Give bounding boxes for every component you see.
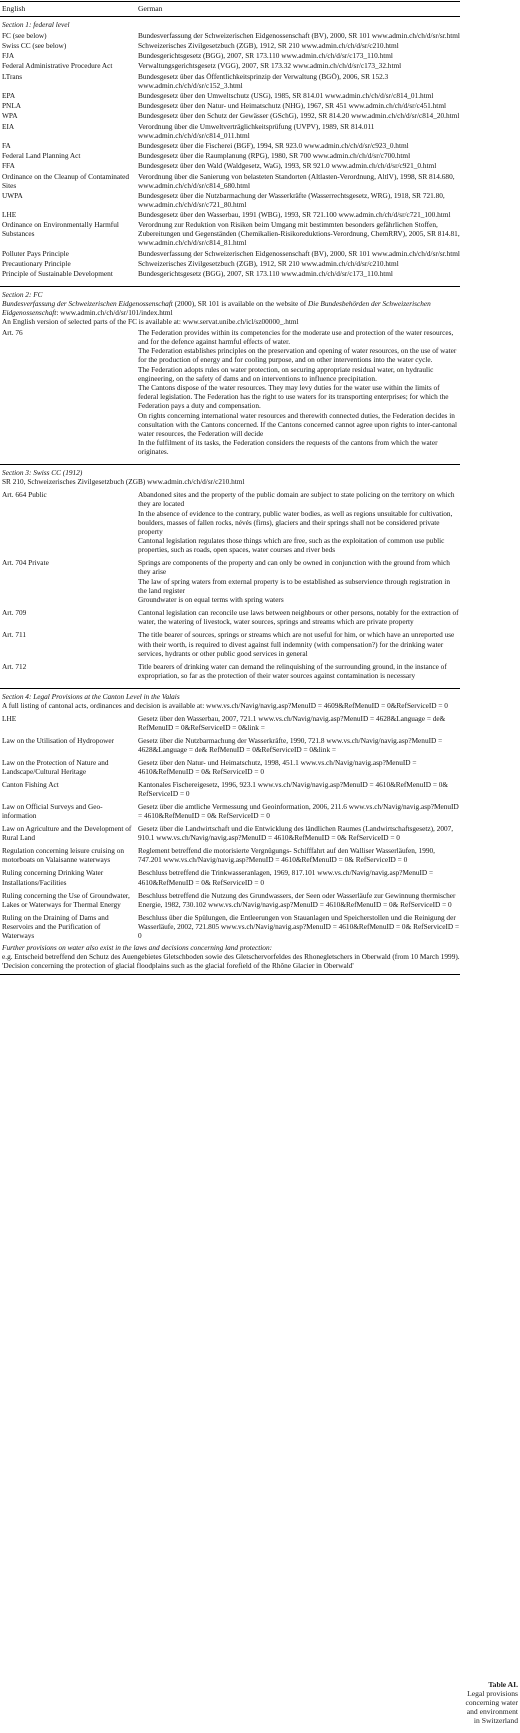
cell-paragraph: Bundesgesetz über die Raumplanung (RPG), 1980, SR 700 www.admin.ch/ch/d/sr/c700.html	[138, 151, 411, 161]
table-row	[0, 141, 460, 150]
german-cell	[138, 608, 460, 626]
cell-paragraph: Abandoned sites and the property of the public domain are subject to state policing on the territory on which they are located	[138, 490, 455, 509]
table-row	[0, 91, 460, 100]
cell-paragraph: Bundesgesetz über den Schutz der Gewässer (GSchG), 1992, SR 814.20 www.admin.ch/ch/d/sr/c814_20.html	[138, 111, 460, 121]
german-cell	[138, 41, 460, 50]
cell-paragraph: Bundesgesetz über die Nutzbarmachung der Wasserkräfte (Wasserrechtsgesetz, WRG), 1918, SR 721.80, www.admin.ch/ch/d/sr/c721_80.html	[138, 190, 445, 209]
footnote-text: e.g. Entscheid betreffend den Schutz des Auengebietes Gletschboden sowie des Gletschervorfeldes des Rhonegletschers in Oberwald (from 10 March 1999). 'Decision concerning the protection of glacial floodplains such as the glacial forefield of the Rhône Glacier in Oberwald'	[2, 951, 460, 970]
english-cell: Polluter Pays Principle	[2, 248, 69, 258]
cell-paragraph: Gesetz über die amtliche Vermessung und Geoinformation, 2006, 211.6 www.vs.ch/Navig/navig.asp?MenuID = 4610&RefMenuID = 0& RefServiceID = 0	[138, 802, 459, 821]
german-cell	[138, 490, 460, 554]
cell-paragraph: Beschluss betreffend die Nutzung des Grundwassers, der Seen oder Wasserläufe zur Gewinnung thermischer Energie, 1982, 730.102 www.vs.ch/Navig/navig.asp?MenuID = 4610&RefMenuID = 0& RefServiceID = 0	[138, 890, 456, 909]
english-cell: LHE	[2, 713, 17, 723]
cell-paragraph: Gesetz über den Natur- und Heimatschutz, 1998, 451.1 www.vs.ch/Navig/navig.asp?MenuID = 4610&RefMenuID = 0& RefServiceID = 0	[138, 758, 417, 777]
table-row	[0, 736, 460, 754]
table-row	[0, 490, 460, 554]
german-cell	[138, 758, 460, 776]
german-cell	[138, 249, 460, 258]
german-cell	[138, 891, 460, 909]
table-row	[0, 891, 460, 909]
table-row	[0, 824, 460, 842]
english-cell: Ruling concerning Drinking Water Installations/Facilities	[2, 868, 104, 887]
cell-paragraph: In the absence of evidence to the contrary, public water bodies, as well as regions unsuitable for cultivation, boulders, masses of fallen rocks, névés (firns), glaciers and their springs shall not be considered private property	[138, 508, 453, 536]
table-row	[0, 846, 460, 864]
english-cell: Federal Administrative Procedure Act	[2, 61, 113, 71]
english-cell: WPA	[2, 111, 18, 121]
english-cell: Art. 76	[2, 327, 23, 337]
cell-paragraph: Springs are components of the property and can only be owned in conjunction with the ground from which they arise	[138, 558, 450, 577]
table-row	[0, 51, 460, 60]
table-row	[0, 328, 460, 457]
german-cell	[138, 913, 460, 940]
cell-paragraph: The Federation provides within its competencies for the moderate use and protection of the water resources, and for the defence against harmful effects of water.	[138, 327, 454, 346]
english-cell: EPA	[2, 90, 16, 100]
english-cell: Regulation concerning leisure cruising on motorboats on Valaisanne waterways	[2, 846, 124, 865]
english-cell: UWPA	[2, 190, 23, 200]
section-1	[0, 19, 460, 278]
cell-paragraph: The title bearer of sources, springs or streams which are not useful for him, or which have an unreported use with their worth, is required to divest against full indemnity (with compensation?) for the drinking water services, hydrants or other public good services in general	[138, 630, 455, 658]
cell-paragraph: Verwaltungsgerichtsgesetz (VGG), 2007, SR 173.32 www.admin.ch/ch/d/sr/c173_32.html	[138, 61, 402, 71]
english-cell: Precautionary Principle	[2, 258, 71, 268]
table-row	[0, 259, 460, 268]
english-cell: Principle of Sustainable Development	[2, 269, 113, 279]
german-cell	[138, 269, 460, 278]
section-intro-note: A full listing of cantonal acts, ordinances and decision is available at: www.vs.ch/Navig/navig.asp?MenuID = 4609&RefMenuID = 0&RefServiceID = 0	[2, 700, 448, 710]
table-row	[0, 913, 460, 940]
german-cell	[138, 61, 460, 70]
caption-title: Table AI.	[488, 1680, 518, 1689]
table-row	[0, 220, 460, 247]
cell-paragraph: Cantonal legislation regulates those things which are free, such as the exploitation of common use public properties, such as roads, open spaces, water courses and river beds	[138, 536, 445, 555]
german-cell	[138, 111, 460, 120]
cell-paragraph: The Cantons dispose of the water resources. They may levy duties for the water use within the limits of federal legislation. The Federation has the right to use waters for its transporting enterprises; for which the Federation pays a duty and compensation.	[138, 383, 449, 411]
cell-paragraph: In the fulfilment of its tasks, the Federation considers the requests of the cantons from which the water originates.	[138, 438, 438, 457]
table-caption	[464, 1680, 518, 1726]
english-cell: Law on the Utilisation of Hydropower	[2, 735, 115, 745]
intro-fragment: (2000), SR 101 is available on the website of	[172, 299, 309, 309]
section-title: Section 3: Swiss CC (1912)	[0, 464, 460, 477]
cell-paragraph: Verordnung über die Umweltverträglichkeitsprüfung (UVPV), 1989, SR 814.011 www.admin.ch/ch/d/sr/c814_011.html	[138, 121, 375, 140]
english-cell: FJA	[2, 51, 15, 61]
cell-paragraph: Groundwater is on equal terms with spring waters	[138, 595, 284, 605]
english-cell: LTrans	[2, 71, 23, 81]
table-row	[0, 210, 460, 219]
column-header-english: English	[2, 4, 26, 13]
table-row	[0, 269, 460, 278]
table-row	[0, 101, 460, 110]
german-cell	[138, 122, 460, 140]
table-footnote	[0, 943, 460, 975]
section-title: Section 4: Legal Provisions at the Canton Level in the Valais	[0, 688, 460, 701]
german-cell	[138, 91, 460, 100]
cell-paragraph: Kantonales Fischereigesetz, 1996, 923.1 www.vs.ch/Navig/navig.asp?MenuID = 4610&RefMenuID = 0& RefServiceID = 0	[138, 780, 449, 799]
cell-paragraph: The Federation establishes principles on the preservation and opening of water resources, on the use of water for the production of energy and for cooling purpose, and on other interventions into the water cycle.	[138, 346, 457, 365]
english-cell: EIA	[2, 121, 15, 131]
section-4	[0, 688, 460, 940]
section-intro-note: An English version of selected parts of the FC is available at: www.servat.unibe.ch/icl/sz00000_.html	[2, 317, 299, 327]
cell-paragraph: Bundesgesetz über den Umweltschutz (USG), 1985, SR 814.01 www.admin.ch/ch/d/sr/c814_01.html	[138, 90, 434, 100]
caption-text: Legal provisions concerning water and environment in Switzerland	[465, 1689, 518, 1726]
english-cell: Law on Agriculture and the Development of Rural Land	[2, 824, 132, 843]
cell-paragraph: Reglement betreffend die motorisierte Vergnügungs- Schifffahrt auf den Walliser Wasserläufen, 1990, 747.201 www.vs.ch/Navig/navig.asp?MenuID = 4610&RefMenuID = 0& RefServiceID = 0	[138, 846, 435, 865]
german-cell	[138, 101, 460, 110]
cell-paragraph: Schweizerisches Zivilgesetzbuch (ZGB), 1912, SR 210 www.admin.ch/ch/d/sr/c210.html	[138, 40, 399, 50]
english-cell: FFA	[2, 161, 15, 171]
english-cell: LHE	[2, 210, 17, 220]
cell-paragraph: Gesetz über den Wasserbau, 2007, 721.1 www.vs.ch/Navig/navig.asp?MenuID = 4628&Language = de& RefMenuID = 0&RefServiceID = 0&link =	[138, 713, 446, 732]
table-row	[0, 630, 460, 657]
english-cell: Art. 711	[2, 630, 27, 640]
section-intro-note: SR 210, Schweizerisches Zivilgesetzbuch (ZGB) www.admin.ch/ch/d/sr/c210.html	[2, 477, 245, 487]
table-row	[0, 61, 460, 70]
cell-paragraph: Bundesgesetz über den Wald (Waldgesetz, WaG), 1993, SR 921.0 www.admin.ch/ch/d/sr/c921_0.html	[138, 161, 437, 171]
intro-fragment: Die Bundesbehörden der Schweizerischen Eidgenossenschaft	[2, 299, 431, 318]
cell-paragraph: Verordnung über die Sanierung von belasteten Standorten (Altlasten-Verordnung, AltlV), 1998, SR 814.680, www.admin.ch/ch/d/sr/c814_680.html	[138, 171, 455, 190]
cell-paragraph: Bundesgesetz über den Wasserbau, 1991 (WBG), 1993, SR 721.100 www.admin.ch/ch/d/sr/c721_100.html	[138, 210, 451, 220]
table-row	[0, 161, 460, 170]
table-row	[0, 868, 460, 886]
cell-paragraph: Bundesgesetz über die Fischerei (BGF), 1994, SR 923.0 www.admin.ch/ch/d/sr/c923_0.html	[138, 140, 409, 150]
table-row	[0, 191, 460, 209]
table-row	[0, 249, 460, 258]
cell-paragraph: Bundesverfassung der Schweizerischen Eidgenossenschaft (BV), 2000, SR 101 www.admin.ch/ch/d/sr/sr.html	[138, 248, 460, 258]
english-cell: Ruling on the Draining of Dams and Reservoirs and the Purification of Waterways	[2, 912, 109, 940]
english-cell: Canton Fishing Act	[2, 780, 59, 790]
section-title: Section 1: federal level	[2, 20, 70, 30]
english-cell: Swiss CC (see below)	[2, 40, 67, 50]
german-cell	[138, 824, 460, 842]
cell-paragraph: Gesetz über die Landwirtschaft und die Entwicklung des ländlichen Raumes (Landwirtschaftsgesetz), 2007, 910.1 www.vs.ch/Navig/navig.asp?MenuID = 4610&RefMenuID = 0& RefServiceID = 0	[138, 824, 454, 843]
english-cell: FA	[2, 140, 11, 150]
german-cell	[138, 328, 460, 457]
german-cell	[138, 191, 460, 209]
table-row	[0, 758, 460, 776]
german-cell	[138, 802, 460, 820]
german-cell	[138, 72, 460, 90]
cell-paragraph: Gesetz über die Nutzbarmachung der Wasserkräfte, 1990, 721.8 www.vs.ch/Navig/navig.asp?MenuID = 4628&Language = de& RefMenuID = 0&RefServiceID = 0&link =	[138, 735, 443, 754]
cell-paragraph: Beschluss betreffend die Trinkwasseranlagen, 1969, 817.101 www.vs.ch/Navig/navig.asp?MenuID = 4610&RefMenuID = 0& RefServiceID = 0	[138, 868, 434, 887]
english-cell: Law on the Protection of Nature and Landscape/Cultural Heritage	[2, 758, 109, 777]
german-cell	[138, 220, 460, 247]
german-cell	[138, 259, 460, 268]
column-header-german: German	[138, 4, 163, 13]
table-row	[0, 780, 460, 798]
english-cell: Art. 664 Public	[2, 490, 47, 500]
cell-paragraph: Bundesgerichtsgesetz (BGG), 2007, SR 173.110 www.admin.ch/ch/d/sr/c173_110.html	[138, 51, 393, 61]
english-cell: Art. 704 Private	[2, 558, 49, 568]
cell-paragraph: On rights concerning international water resources and therewith connected duties, the Federation decides in consultation with the Cantons concerned. If the Cantons concerned cannot agree upon rights to inter-cantonal water resources, the Federation will decide	[138, 410, 457, 438]
footnote-title: Further provisions on water also exist in the laws and decisions concerning land protection:	[2, 942, 273, 952]
section-3	[0, 464, 460, 680]
table-row	[0, 31, 460, 40]
english-cell: PNLA	[2, 101, 22, 111]
cell-paragraph: Title bearers of drinking water can demand the relinquishing of the surrounding ground, in the instance of expropriation, so far as the protection of their water sources against contamination is necessary	[138, 661, 447, 680]
table-row	[0, 714, 460, 732]
english-cell: Law on Official Surveys and Geo-information	[2, 802, 103, 821]
cell-paragraph: Cantonal legislation can reconcile use laws between neighbours or other persons, notably for the extraction of water, the watering of livestock, water sources, springs and streams which are private property	[138, 608, 459, 627]
cell-paragraph: The Federation adopts rules on water protection, on securing appropriate residual water, on hydraulic engineering, on the safety of dams and on interventions to influence precipitation.	[138, 364, 434, 383]
cell-paragraph: Bundesgesetz über den Natur- und Heimatschutz (NHG), 1967, SR 451 www.admin.ch/ch/d/sr/c451.html	[138, 101, 447, 111]
german-cell	[138, 780, 460, 798]
section-2	[0, 286, 460, 456]
section-title: Section 2: FC	[0, 286, 460, 299]
table-row	[0, 558, 460, 604]
cell-paragraph: Bundesgerichtsgesetz (BGG), 2007, SR 173.110 www.admin.ch/ch/d/sr/c173_110.html	[138, 269, 393, 279]
intro-fragment: Bundesverfassung der Schweizerischen Eidgenossenschaft	[2, 299, 173, 309]
german-cell	[138, 161, 460, 170]
english-cell: Art. 709	[2, 608, 27, 618]
english-cell: Art. 712	[2, 661, 27, 671]
table-row	[0, 662, 460, 680]
section-intro	[0, 299, 460, 317]
table-row	[0, 172, 460, 190]
english-cell: Ruling concerning the Use of Groundwater, Lakes or Waterways for Thermal Energy	[2, 890, 130, 909]
german-cell	[138, 558, 460, 604]
table-row	[0, 802, 460, 820]
german-cell	[138, 151, 460, 160]
table-header	[0, 1, 460, 17]
german-cell	[138, 736, 460, 754]
table-row	[0, 72, 460, 90]
german-cell	[138, 141, 460, 150]
cell-paragraph: The law of spring waters from external property is to be established as subservience through registration in the land register	[138, 576, 451, 595]
legal-provisions-table	[0, 0, 460, 975]
english-cell: Federal Land Planning Act	[2, 151, 81, 161]
german-cell	[138, 662, 460, 680]
cell-paragraph: Bundesverfassung der Schweizerischen Eidgenossenschaft (BV), 2000, SR 101 www.admin.ch/ch/d/sr/sr.html	[138, 30, 460, 40]
cell-paragraph: Bundesgesetz über das Öffentlichkeitsprinzip der Verwaltung (BGÖ), 2006, SR 152.3 www.admin.ch/ch/d/sr/c152_3.html	[138, 71, 389, 90]
cell-paragraph: Schweizerisches Zivilgesetzbuch (ZGB), 1912, SR 210 www.admin.ch/ch/d/sr/c210.html	[138, 258, 399, 268]
table-body	[0, 19, 460, 939]
german-cell	[138, 714, 460, 732]
english-cell: Ordinance on the Cleanup of Contaminated Sites	[2, 171, 130, 190]
german-cell	[138, 210, 460, 219]
table-row	[0, 111, 460, 120]
german-cell	[138, 846, 460, 864]
english-cell: Ordinance on Environmentally Harmful Substances	[2, 220, 119, 239]
cell-paragraph: Verordnung zur Reduktion von Risiken beim Umgang mit bestimmten besonders gefährlichen Stoffen, Zubereitungen und Gegenständen (Chemikalien-Risikoreduktions-Verordnung, ChemRRV), 2005, SR 814.81, www.admin.ch/ch/d/sr/c814_81.html	[138, 220, 460, 248]
english-cell: FC (see below)	[2, 30, 47, 40]
german-cell	[138, 868, 460, 886]
german-cell	[138, 51, 460, 60]
german-cell	[138, 31, 460, 40]
table-row	[0, 122, 460, 140]
cell-paragraph: Beschluss über die Spülungen, die Entleerungen von Stauanlagen und Speicherstollen und die Reinigung der Wasserläufe, 2002, 721.805 www.vs.ch/Navig/navig.asp?MenuID = 4610&RefMenuID = 0& RefServiceID = 0	[138, 912, 460, 940]
german-cell	[138, 172, 460, 190]
intro-fragment: : www.admin.ch/ch/d/sr/101/index.html	[56, 308, 173, 318]
table-row	[0, 151, 460, 160]
german-cell	[138, 630, 460, 657]
table-row	[0, 608, 460, 626]
table-row	[0, 41, 460, 50]
